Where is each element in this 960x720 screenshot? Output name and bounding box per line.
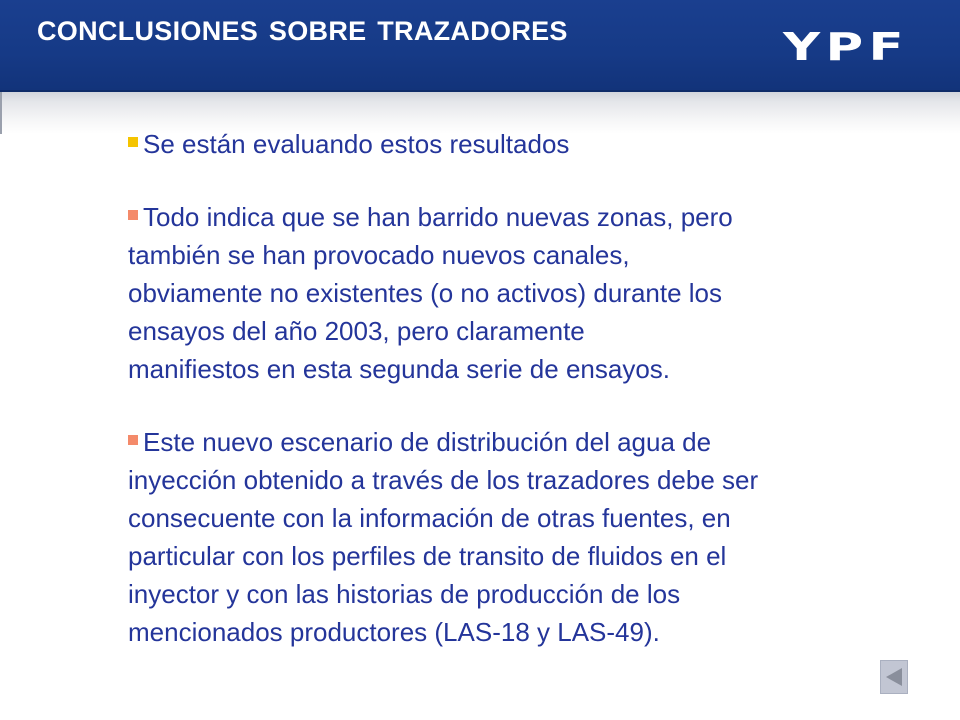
slide-title: CONCLUSIONES SOBRE TRAZADORES <box>37 16 568 46</box>
paragraph-line: manifiestos en esta segunda serie de ensayos. <box>128 354 671 384</box>
paragraph-3 <box>128 423 928 651</box>
previous-slide-button[interactable] <box>880 660 908 694</box>
header-bar <box>0 0 960 92</box>
paragraph-line: Todo indica que se han barrido nuevas zonas, pero <box>143 202 733 232</box>
bullet-icon <box>128 435 138 445</box>
paragraph-1 <box>128 125 928 163</box>
slide-body <box>128 125 928 651</box>
paragraph-line: mencionados productores (LAS-18 y LAS-49). <box>128 617 660 647</box>
paragraph-line: también se han provocado nuevos canales, <box>128 240 630 270</box>
triangle-left-icon <box>881 661 907 693</box>
paragraph-line: obviamente no existentes (o no activos) durante los <box>128 278 723 308</box>
paragraph-line: ensayos del año 2003, pero claramente <box>128 316 585 346</box>
bullet-icon <box>128 210 138 220</box>
bullet-icon <box>128 137 138 147</box>
paragraph-line: Se están evaluando estos resultados <box>143 129 570 159</box>
paragraph-2 <box>128 198 928 388</box>
paragraph-line: consecuente con la información de otras fuentes, en <box>128 503 731 533</box>
paragraph-line: inyección obtenido a través de los trazadores debe ser <box>128 465 759 495</box>
paragraph-line: inyector y con las historias de producción de los <box>128 579 681 609</box>
paragraph-line: particular con los perfiles de transito de fluidos en el <box>128 541 727 571</box>
ypf-logo: YPF <box>783 25 909 69</box>
paragraph-line: Este nuevo escenario de distribución del agua de <box>143 427 712 457</box>
